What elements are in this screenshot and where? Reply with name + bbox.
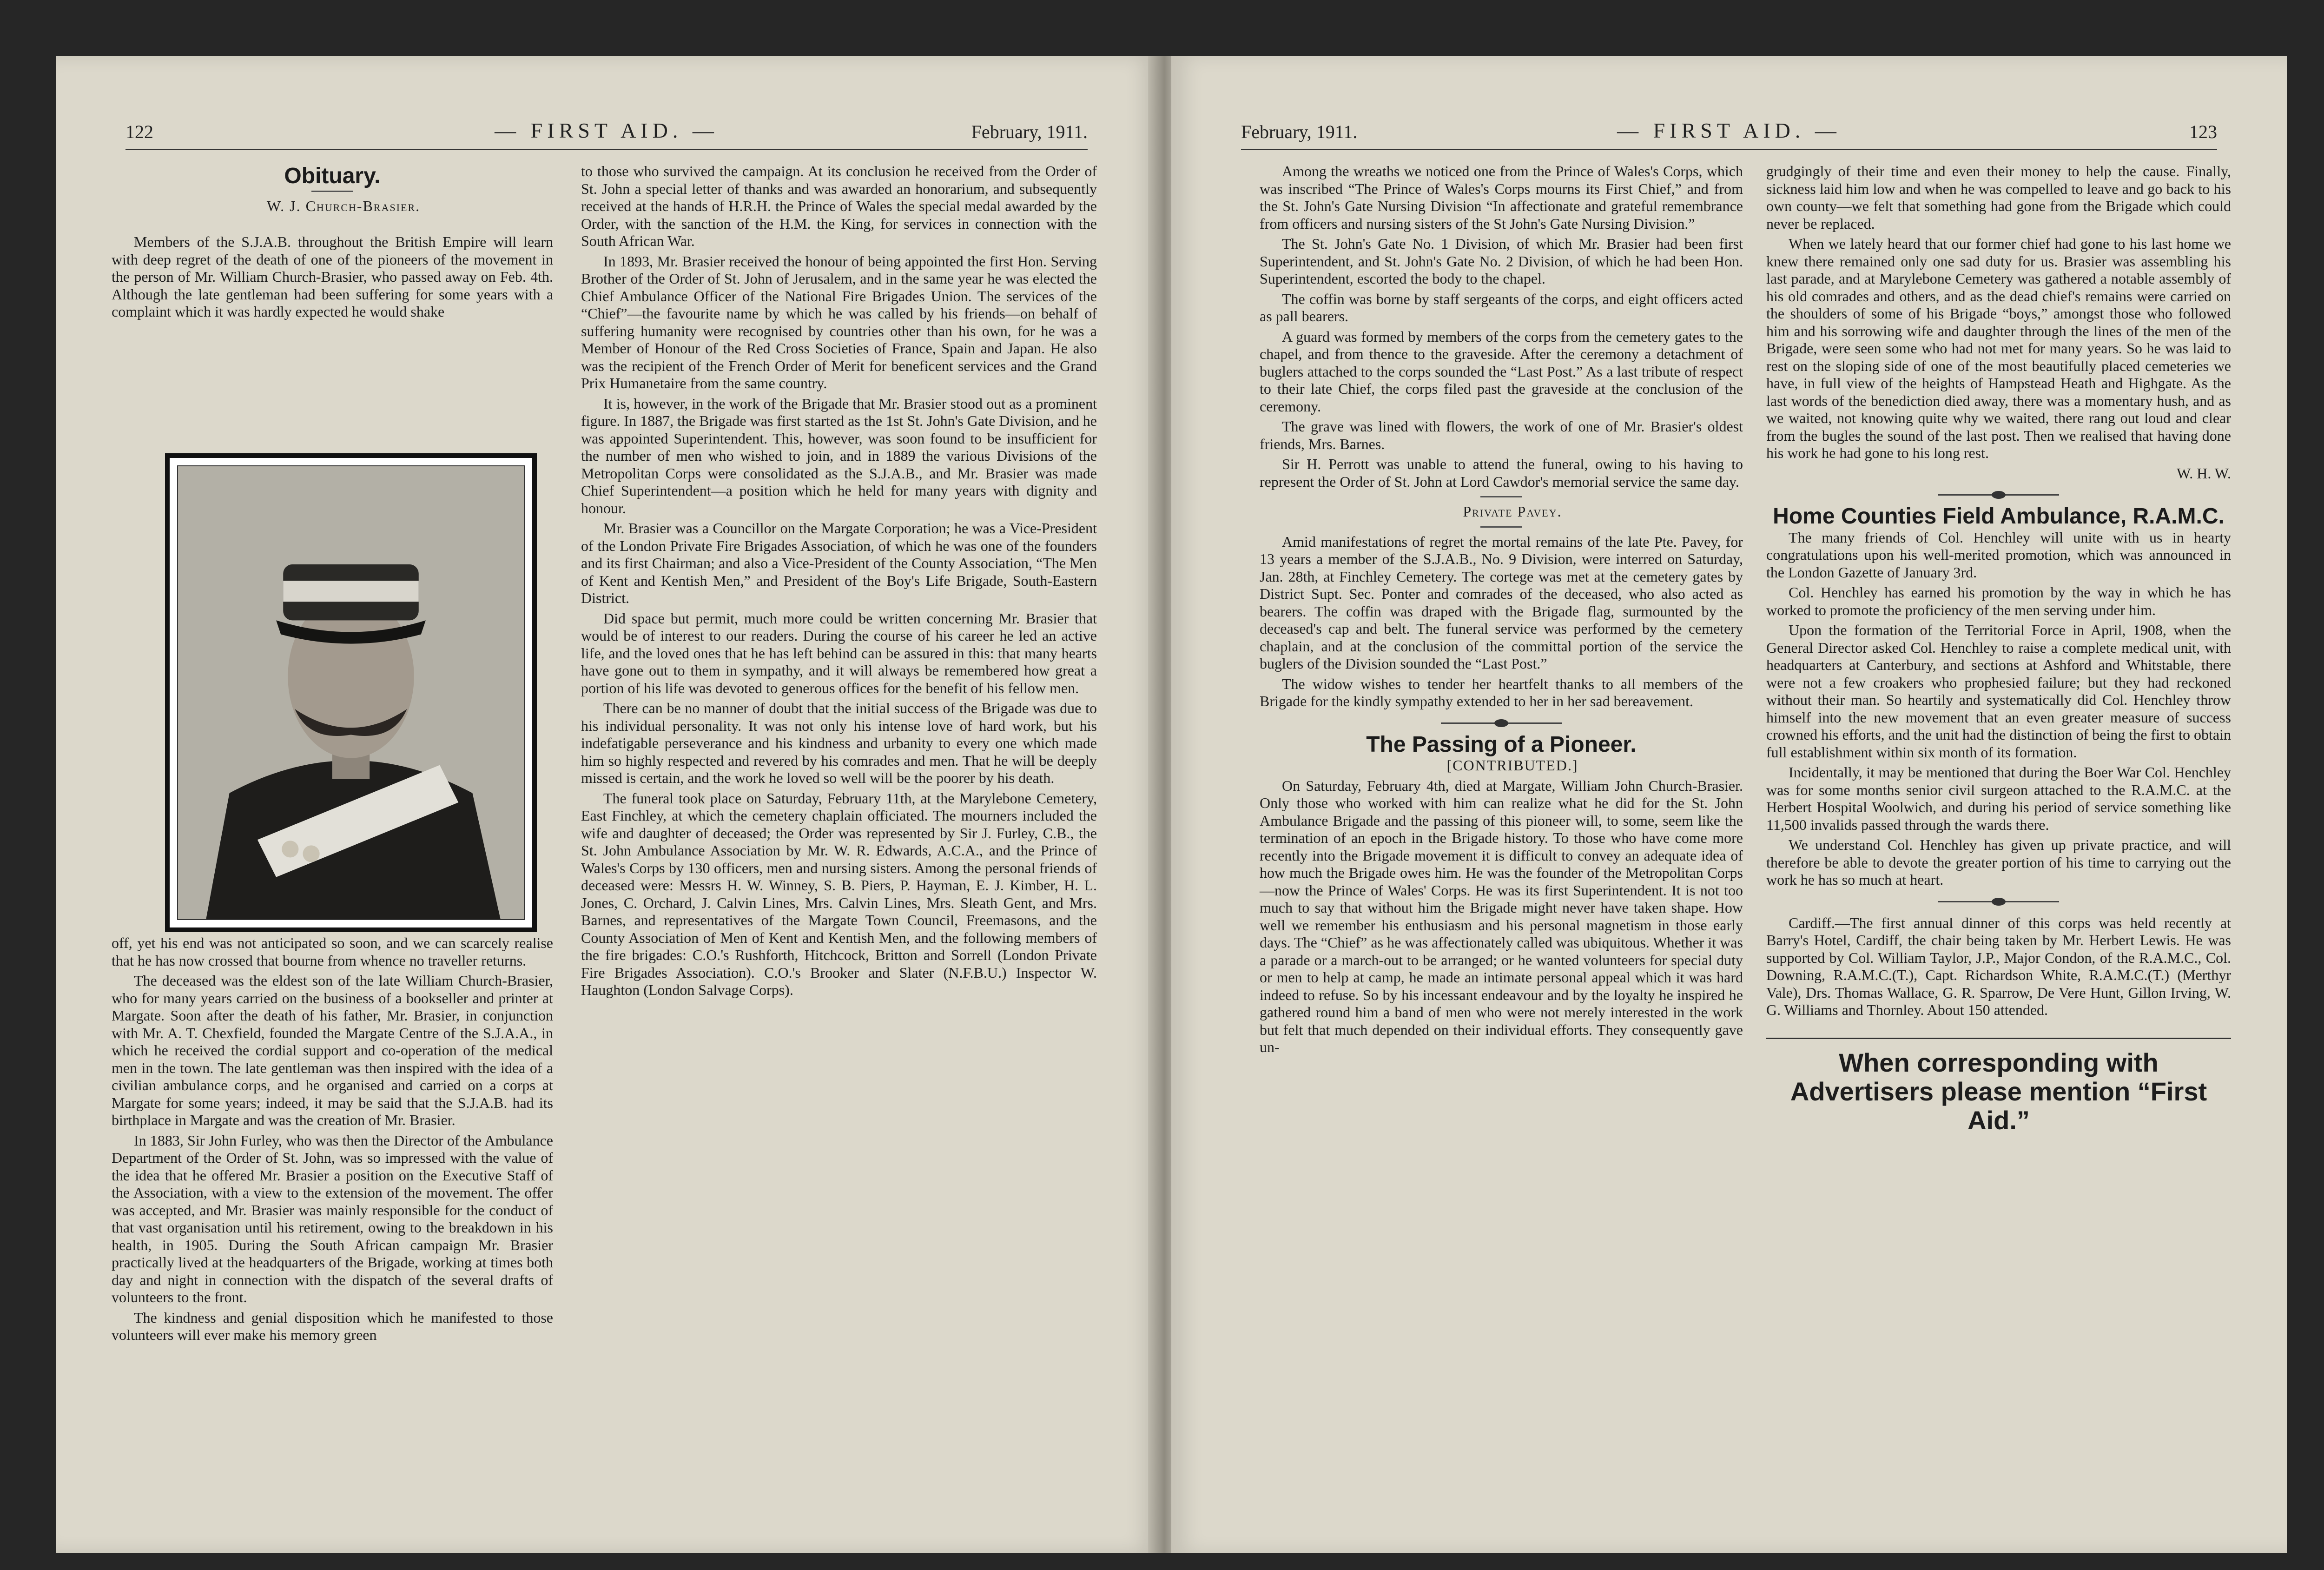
section-heading-home-counties: Home Counties Field Ambulance, R.A.M.C. [1773,504,2225,529]
paragraph: The deceased was the eldest son of the late William Church-Brasier, who for many years carried on the business of a bookseller and printer at Margate. Soon after the death of his father, Mr. Brasier, in conjunction with Mr. A. T. Chexfield, founded the Margate Centre of the S.J.A.A., in which he received the cordial support and co-operation of the medical men in the town. The late gentleman was then inspired with the idea of a civilian ambulance corps, and he organised and carried on a corps at Margate for some years; indeed, it may be said that the S.J.A.B. had its birthplace in Margate and was the creation of Mr. Brasier. [112,972,553,1128]
running-title: — FIRST AID. — [1617,119,1841,142]
paragraph: It is, however, in the work of the Brigade that Mr. Brasier stood out as a prominent figure. In 1887, the Brigade was first started as the 1st St. John's Gate Division, and he was appointed Superintendent. This, however, was soon found to be insufficient for the number of men who wished to join, and in 1889 the various Divisions of the Metropolitan Corps were consolidated as the S.J.A.B., and Mr. Brasier was made Chief Superintendent—a position which he held for many years with dignity and honour. [581,395,1097,517]
paragraph: In 1893, Mr. Brasier received the honour of being appointed the first Hon. Serving Brother of the Order of St. John of Jerusalem, and in the same year he was elected the Chief Ambulance Officer of the National Fire Brigades Union. The services of the “Chief”—the favourite name by which he was called by his friends—on behalf of suffering humanity were recognised by countries other than his own, for he was a Member of Honour of the Red Cross Societies of France, Spain and Japan. He also was the recipient of the French Order of Merit for beneficent services and the Grand Prix Humanetaire from the same country. [581,252,1097,391]
paragraph: The coffin was borne by staff sergeants of the corps, and eight officers acted as pall bearers. [1260,290,1743,325]
paragraph: Members of the S.J.A.B. throughout the British Empire will learn with deep regret of the death of one of the pioneers of the movement in the person of Mr. William Church-Brasier, who passed away on Feb. 4th. Although the late gentleman had been suffering for some years with a complaint which it was hardly expected he would shake [112,233,553,320]
paragraph: Incidentally, it may be mentioned that during the Boer War Col. Henchley was for some months senior civil surgeon attached to the R.A.M.C. at the Herbert Hospital Woolwich, and during his period of service something like 11,500 invalids passed through the wards there. [1766,764,2231,833]
divider [1480,526,1522,528]
column-1 [112,163,553,324]
paragraph: We understand Col. Henchley has given up private practice, and will therefore be able to devote the greater portion of his time to carrying out the work he has so much at heart. [1766,836,2231,888]
paragraph: to those who survived the campaign. At its conclusion he received from the Order of St. John a special letter of thanks and was awarded an honorarium, and subsequently received at the hands of H.R.H. the Prince of Wales the special medal awarded by the Order, with the sanction of the H.M. the King, for services in connection with the South African War. [581,163,1097,249]
paragraph: In 1883, Sir John Furley, who was then the Director of the Ambulance Department of the Order of St. John, was so impressed with the value of the idea that he offered Mr. Brasier a position on the Executive Staff of the Association, with a view to the extension of the movement. The offer was accepted, and Mr. Brasier was mainly responsible for the conduct of that vast organisation until his retirement, owing to the breakdown in his health, in 1905. During the South African campaign Mr. Brasier practically lived at the headquarters of the Brigade, working at times both day and night in connection with the dispatch of the several drafts of volunteers to the front. [112,1132,553,1305]
section-heading-pavey: Private Pavey. [1463,503,1562,520]
page-number: 123 [2189,121,2217,142]
running-head-right [1241,112,2217,150]
paragraph: Amid manifestations of regret the mortal remains of the late Pte. Pavey, for 13 years a member of the S.J.A.B., No. 9 Division, were interred on Saturday, Jan. 28th, at Finchley Cemetery. The cortege was met at the cemetery gates by District Supt. Sec. Ponter and comrades of the deceased, who also acted as bearers. The coffin was draped with the Brigade flag, surmounted by the deceased's cap and belt. The funeral service was performed by the cemetery chaplain, and at the conclusion of the committal portion of the service the buglers of the Division sounded the “Last Post.” [1260,533,1743,672]
portrait-figure-illustration [178,466,524,919]
paragraph: There can be no manner of doubt that the initial success of the Brigade was due to his individual personality. It was not only his intense love of hard work, but his indefatigable perseverance and his kindness and urbanity to every one which made him so highly respected and revered by his comrades and men. That he will be deeply missed is certain, and the work he loved so well will be the poorer by his death. [581,700,1097,786]
contributed-tag: [CONTRIBUTED.] [1446,757,1578,774]
advertiser-notice: When corresponding with Advertisers please mention “First Aid.” [1766,1038,2231,1135]
issue-date: February, 1911. [1241,121,1358,142]
portrait-image [177,465,525,920]
paragraph: Sir H. Perrott was unable to attend the funeral, owing to his having to represent the Order of St. John at Lord Cawdor's memorial service the same day. [1260,456,1743,490]
column-3 [1260,163,1743,1059]
divider [311,191,353,192]
paragraph: A guard was formed by members of the corps from the cemetery gates to the chapel, and from thence to the graveside. After the ceremony a detachment of buglers attached to the corps sounded the “Last Post.” As a last tribute of respect to their late Chief, the corps filed past the graveside at the conclusion of the ceremony. [1260,328,1743,415]
section-heading-pioneer: The Passing of a Pioneer. [1366,732,1637,757]
obituary-subject: W. J. Church-Brasier. [266,197,421,214]
paragraph: Upon the formation of the Territorial Force in April, 1908, when the General Director asked Col. Henchley to raise a complete medical unit, with headquarters at Canterbury, and sections at Ashford and Whitstable, there were not a few croakers who prophesied failure; but they had reckoned without their man. So heartily and systematically did Col. Henchley throw himself into the new movement that an even greater measure of success crowned his efforts, and the unit had the distinction of being the first to obtain full establishment within six month of its formation. [1766,622,2231,761]
paragraph: The widow wishes to tender her heartfelt thanks to all members of the Brigade for the kindly sympathy extended to her in her sad bereavement. [1260,675,1743,709]
column-1-continued [112,934,553,1347]
paragraph: The many friends of Col. Henchley will unite with us in hearty congratulations upon his well-merited promotion, which was announced in the London Gazette of January 3rd. [1766,529,2231,581]
divider [1480,496,1522,497]
paragraph: Mr. Brasier was a Councillor on the Margate Corporation; he was a Vice-President of the London Private Fire Brigades Association, of which he was one of the founders and its first Chairman; and also a Vice-President of the County Association, “The Men of Kent and Kentish Men,” and President of the Boy's Life Brigade, South-Eastern District. [581,520,1097,606]
page-number: 122 [125,121,153,142]
paragraph: On Saturday, February 4th, died at Margate, William John Church-Brasier. Only those who worked with him can realize what he did for the St. John Ambulance Brigade and the passing of this pioneer will, to some, seem like the termination of an epoch in the Brigade history. To those who have come more recently into the Brigade movement it is difficult to convey an adequate idea of how much the Brigade owes him. He was the founder of the Metropolitan Corps—now the Prince of Wales' Corps. He was its first Superintendent. It is not too much to say that without him the Brigade might never have taken shape. How well we remember his enthusiasm and his personal magnetism in those early days. The “Chief” as he was affectionately called was ubiquitous. Whether it was a parade or a march-out to be arranged; or he wanted volunteers for special duty or men to help at camp, he made an intimate personal appeal which it was hard indeed to refuse. So by his incessant endeavour and by the loyalty he inspired he gathered round him a band of men who were not merely interested in the work but felt that much depended on their individual efforts. They consequently gave un- [1260,777,1743,1055]
paragraph: The grave was lined with flowers, the work of one of Mr. Brasier's oldest friends, Mrs. Barnes. [1260,418,1743,452]
signature: W. H. W. [2176,464,2231,482]
ornament-divider [1938,901,2059,902]
running-head-left [125,112,1088,150]
paragraph: Among the wreaths we noticed one from the Prince of Wales's Corps, which was inscribed “The Prince of Wales's Corps mourns its First Chief,” and from the St. John's Gate Nursing Division “In affectionate and grateful remembrance from officers and nursing sisters of the St John's Gate Nursing Division.” [1260,163,1743,232]
left-page [56,56,1157,1553]
paragraph: The St. John's Gate No. 1 Division, of which Mr. Brasier had been first Superintendent, and St. John's Gate No. 2 Division, of which he had been Hon. Superintendent, escorted the body to the chapel. [1260,235,1743,287]
column-4 [1766,163,2231,1135]
paragraph: Did space but permit, much more could be written concerning Mr. Brasier that would be of interest to our readers. During the course of his career he led an active life, and the loved ones that he has left behind can be assured in this: that many hearts have gone out to them in sympathy, and it will always be remembered how great a portion of his life was devoted to generous offices for the benefit of his fellow men. [581,609,1097,696]
paragraph: Cardiff.—The first annual dinner of this corps was held recently at Barry's Hotel, Cardiff, the chair being taken by Mr. Herbert Lewis. He was supported by Col. William Taylor, J.P., Major Condon, of the R.A.M.C., Col. Downing, R.A.M.C.(T.), Capt. Richardson White, R.A.M.C.(T.) (Merthyr Vale), Drs. Thomas Wallace, G. R. Sparrow, De Vere Hunt, Gillon Irving, W. G. Williams and Thornley. About 150 attended. [1766,914,2231,1018]
right-page [1171,56,2287,1553]
paragraph: When we lately heard that our former chief had gone to his last home we knew there remained only one sad duty for us. Brasier was assembling his last parade, and at Marylebone Cemetery was gathered a notable assembly of his old comrades and others, and as the dead chief's remains were carried on the shoulders of some of his Brigade “boys,” amongst those who followed him and his sorrowing wife and daughter through the lines of the men of the Brigade, were seen some who had not met for many years. So he was laid to rest on the sloping side of one of the most beautifully placed cemeteries we have, in full view of the heights of Hampstead Heath and Highgate. As the last words of the benediction died away, there was a momentary hush, and as we waited, not knowing quite why we waited, there rang out loud and clear from the bugles the sound of the last post. Then we realised that having done his work he had gone to his long rest. [1766,235,2231,461]
portrait-photo [165,453,537,932]
paragraph: off, yet his end was not anticipated so soon, and we can scarcely realise that he has now crossed that bourne from whence no traveller returns. [112,934,553,969]
paragraph: The funeral took place on Saturday, February 11th, at the Marylebone Cemetery, East Finchley, at which the cemetery chaplain officiated. The mourners included the wife and daughter of deceased; the Order was represented by Sir J. Furley, C.B., the St. John Ambulance Association by Mr. W. R. Edwards, A.C.A., and the Prince of Wales's Corps by 130 officers, men and nursing sisters. Among the personal friends of deceased were: Messrs H. W. Winney, S. B. Piers, P. Hayman, E. J. Kimber, H. L. Jones, C. Orchard, J. Calvin Lines, Mrs. Calvin Lines, Mrs. Sleath Gent, and Mrs. Barnes, and representatives of the Margate Town Council, Freemasons, and the County Association of Men of Kent and Kentish Men, and the following members of the fire brigades: C.O.'s Rushforth, Hitchcock, Britton and Sorrell (London Private Fire Brigades Association). C.O.'s Brooker and Slater (N.F.B.U.) Inspector W. Haughton (London Salvage Corps). [581,789,1097,998]
ornament-divider [1441,722,1562,724]
ornament-divider [1938,494,2059,496]
paragraph: grudgingly of their time and even their money to help the cause. Finally, sickness laid him low and when he was compelled to leave and go back to his own county—we felt that something had gone from the Brigade which could never be replaced. [1766,163,2231,232]
paragraph: Col. Henchley has earned his promotion by the way in which he has worked to promote the proficiency of the men serving under him. [1766,584,2231,618]
obituary-heading: Obituary. [284,164,381,188]
column-2 [581,163,1097,1002]
paragraph: The kindness and genial disposition which he manifested to those volunteers will ever make his memory green [112,1309,553,1343]
issue-date: February, 1911. [971,121,1088,142]
running-title: — FIRST AID. — [495,119,719,142]
